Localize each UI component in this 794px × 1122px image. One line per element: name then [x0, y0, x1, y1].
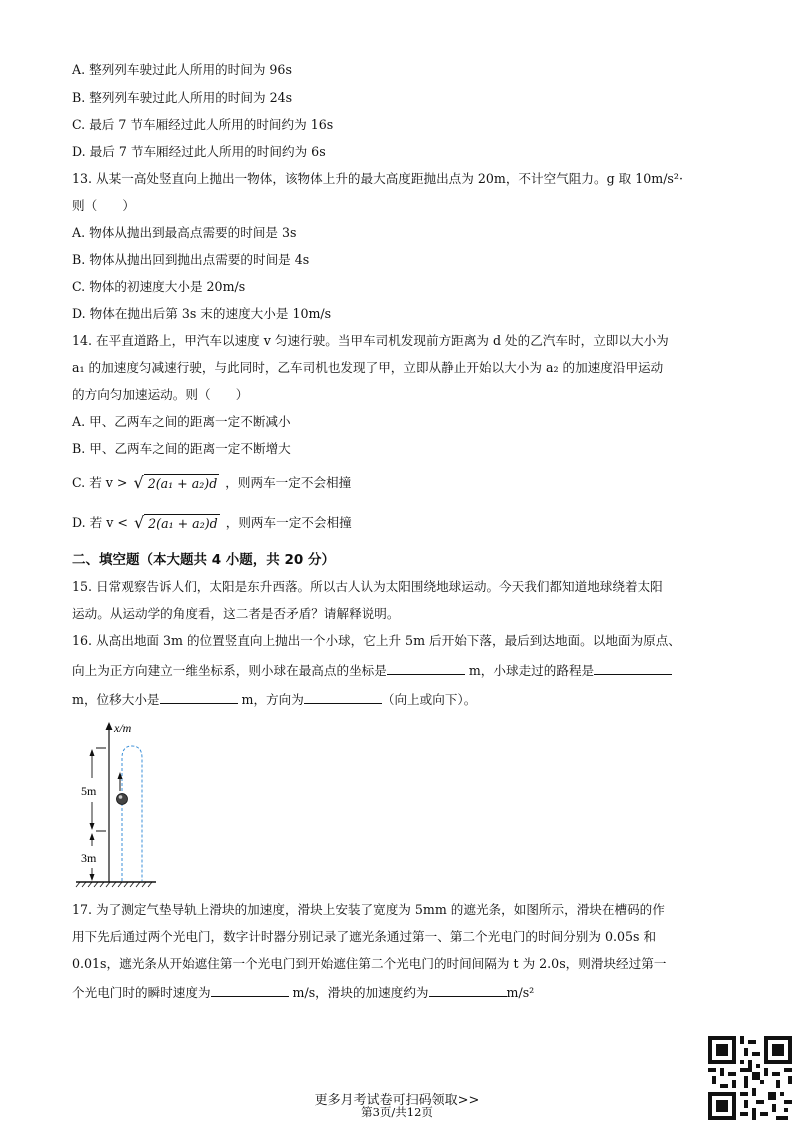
q14-option-a: A. 甲、乙两车之间的距离一定不断减小 — [72, 414, 291, 429]
answer-blank[interactable] — [304, 691, 382, 704]
q14-option-c — [72, 474, 351, 493]
q17-text: 个光电门时的瞬时速度为 — [72, 985, 211, 1000]
radicand: 2(a₁ + a₂)d — [144, 474, 220, 493]
sqrt-expression: √ 2(a₁ + a₂)d — [133, 473, 218, 492]
q16-text: 向上为正方向建立一维坐标系，则小球在最高点的坐标是 — [72, 663, 387, 678]
q16-line2 — [72, 662, 672, 680]
q12-option-b: B. 整列列车驶过此人所用的时间为 24s — [72, 90, 293, 105]
q17-line1: 17. 为了测定气垫导轨上滑块的加速度，滑块上安装了宽度为 5mm 的遮光条，如图所示，滑块在槽码的作 — [72, 902, 665, 917]
q17-line4 — [72, 984, 534, 1002]
q13-option-c: C. 物体的初速度大小是 20m/s — [72, 279, 246, 294]
answer-blank[interactable] — [594, 662, 672, 675]
q12-option-c: C. 最后 7 节车厢经过此人所用的时间约为 16s — [72, 117, 334, 132]
radicand: 2(a₁ + a₂)d — [144, 514, 220, 533]
q13-option-d: D. 物体在抛出后第 3s 末的速度大小是 10m/s — [72, 306, 332, 321]
q15-line1: 15. 日常观察告诉人们，太阳是东升西落。所以古人认为太阳围绕地球运动。今天我们都知道地球绕着太阳 — [72, 579, 663, 594]
answer-blank[interactable] — [429, 984, 507, 997]
q16-text: （向上或向下）。 — [381, 692, 477, 707]
q16-text: m，小球走过的路程是 — [464, 663, 595, 678]
q17-text: m/s，滑块的加速度约为 — [288, 985, 429, 1000]
q16-line1: 16. 从高出地面 3m 的位置竖直向上抛出一个小球，它上升 5m 后开始下落，最后到达地面。以地面为原点、 — [72, 633, 681, 648]
q13-option-a: A. 物体从抛出到最高点需要的时间是 3s — [72, 225, 297, 240]
answer-blank[interactable] — [211, 984, 289, 997]
q14-option-d — [72, 514, 352, 533]
q12-option-a: A. 整列列车驶过此人所用的时间为 96s — [72, 62, 292, 77]
q14-option-b: B. 甲、乙两车之间的距离一定不断增大 — [72, 441, 291, 456]
answer-blank[interactable] — [160, 691, 238, 704]
q14-stem: 14. 在平直道路上，甲汽车以速度 v 匀速行驶。当甲车司机发现前方距离为 d 处的乙汽车时，立即以大小为 — [72, 333, 669, 348]
page-number: 第3页/共12页 — [361, 1105, 433, 1119]
q16-text: m，位移大小是 — [72, 692, 160, 707]
q13-stem: 13. 从某一高处竖直向上抛出一物体，该物体上升的最大高度距抛出点为 20m，不计空气阻力。g 取 10m/s²· — [72, 171, 683, 186]
ball — [117, 794, 128, 805]
q16-text: m，方向为 — [237, 692, 304, 707]
q14-stem-cont1: a₁ 的加速度匀减速行驶，与此同时，乙车司机也发现了甲，立即从静止开始以大小为 a₂ 的加速度沿甲运动 — [72, 360, 664, 375]
q14-option-d-suffix: ，则两车一定不会相撞 — [225, 515, 352, 530]
q15-line2: 运动。从运动学的角度看，这二者是否矛盾？请解释说明。 — [72, 606, 400, 621]
q14-option-d-prefix: D. 若 v < — [72, 515, 128, 530]
q13-option-b: B. 物体从抛出回到抛出点需要的时间是 4s — [72, 252, 310, 267]
dimension-3m-label: 3m — [81, 851, 97, 865]
q14-option-c-suffix: ，则两车一定不会相撞 — [225, 475, 352, 490]
answer-blank[interactable] — [387, 662, 465, 675]
q17-line2: 用下先后通过两个光电门，数字计时器分别记录了遮光条通过第一、第二个光电门的时间分别为 0.05s 和 — [72, 929, 657, 944]
q14-stem-cont2: 的方向匀加速运动。则（ ） — [72, 387, 249, 402]
dimension-5m-label: 5m — [81, 784, 97, 798]
promo-text[interactable]: 更多月考试卷可扫码领取>> — [314, 1093, 480, 1108]
q13-stem-cont: 则（ ） — [72, 198, 135, 213]
q14-option-c-prefix: C. 若 v > — [72, 475, 128, 490]
trajectory-path — [122, 746, 142, 881]
section-heading: 二、填空题（本大题共 4 小题，共 20 分） — [72, 552, 335, 568]
q17-text: m/s² — [506, 985, 535, 1000]
axis-label: x/m — [114, 721, 132, 735]
q16-line3 — [72, 691, 476, 709]
trajectory-figure — [70, 718, 170, 888]
sqrt-expression: √ 2(a₁ + a₂)d — [133, 513, 218, 532]
q17-line3: 0.01s，遮光条从开始遮住第一个光电门到开始遮住第二个光电门的时间间隔为 t 为 2.0s，则滑块经过第一 — [72, 956, 667, 971]
q12-option-d: D. 最后 7 节车厢经过此人所用的时间约为 6s — [72, 144, 326, 159]
